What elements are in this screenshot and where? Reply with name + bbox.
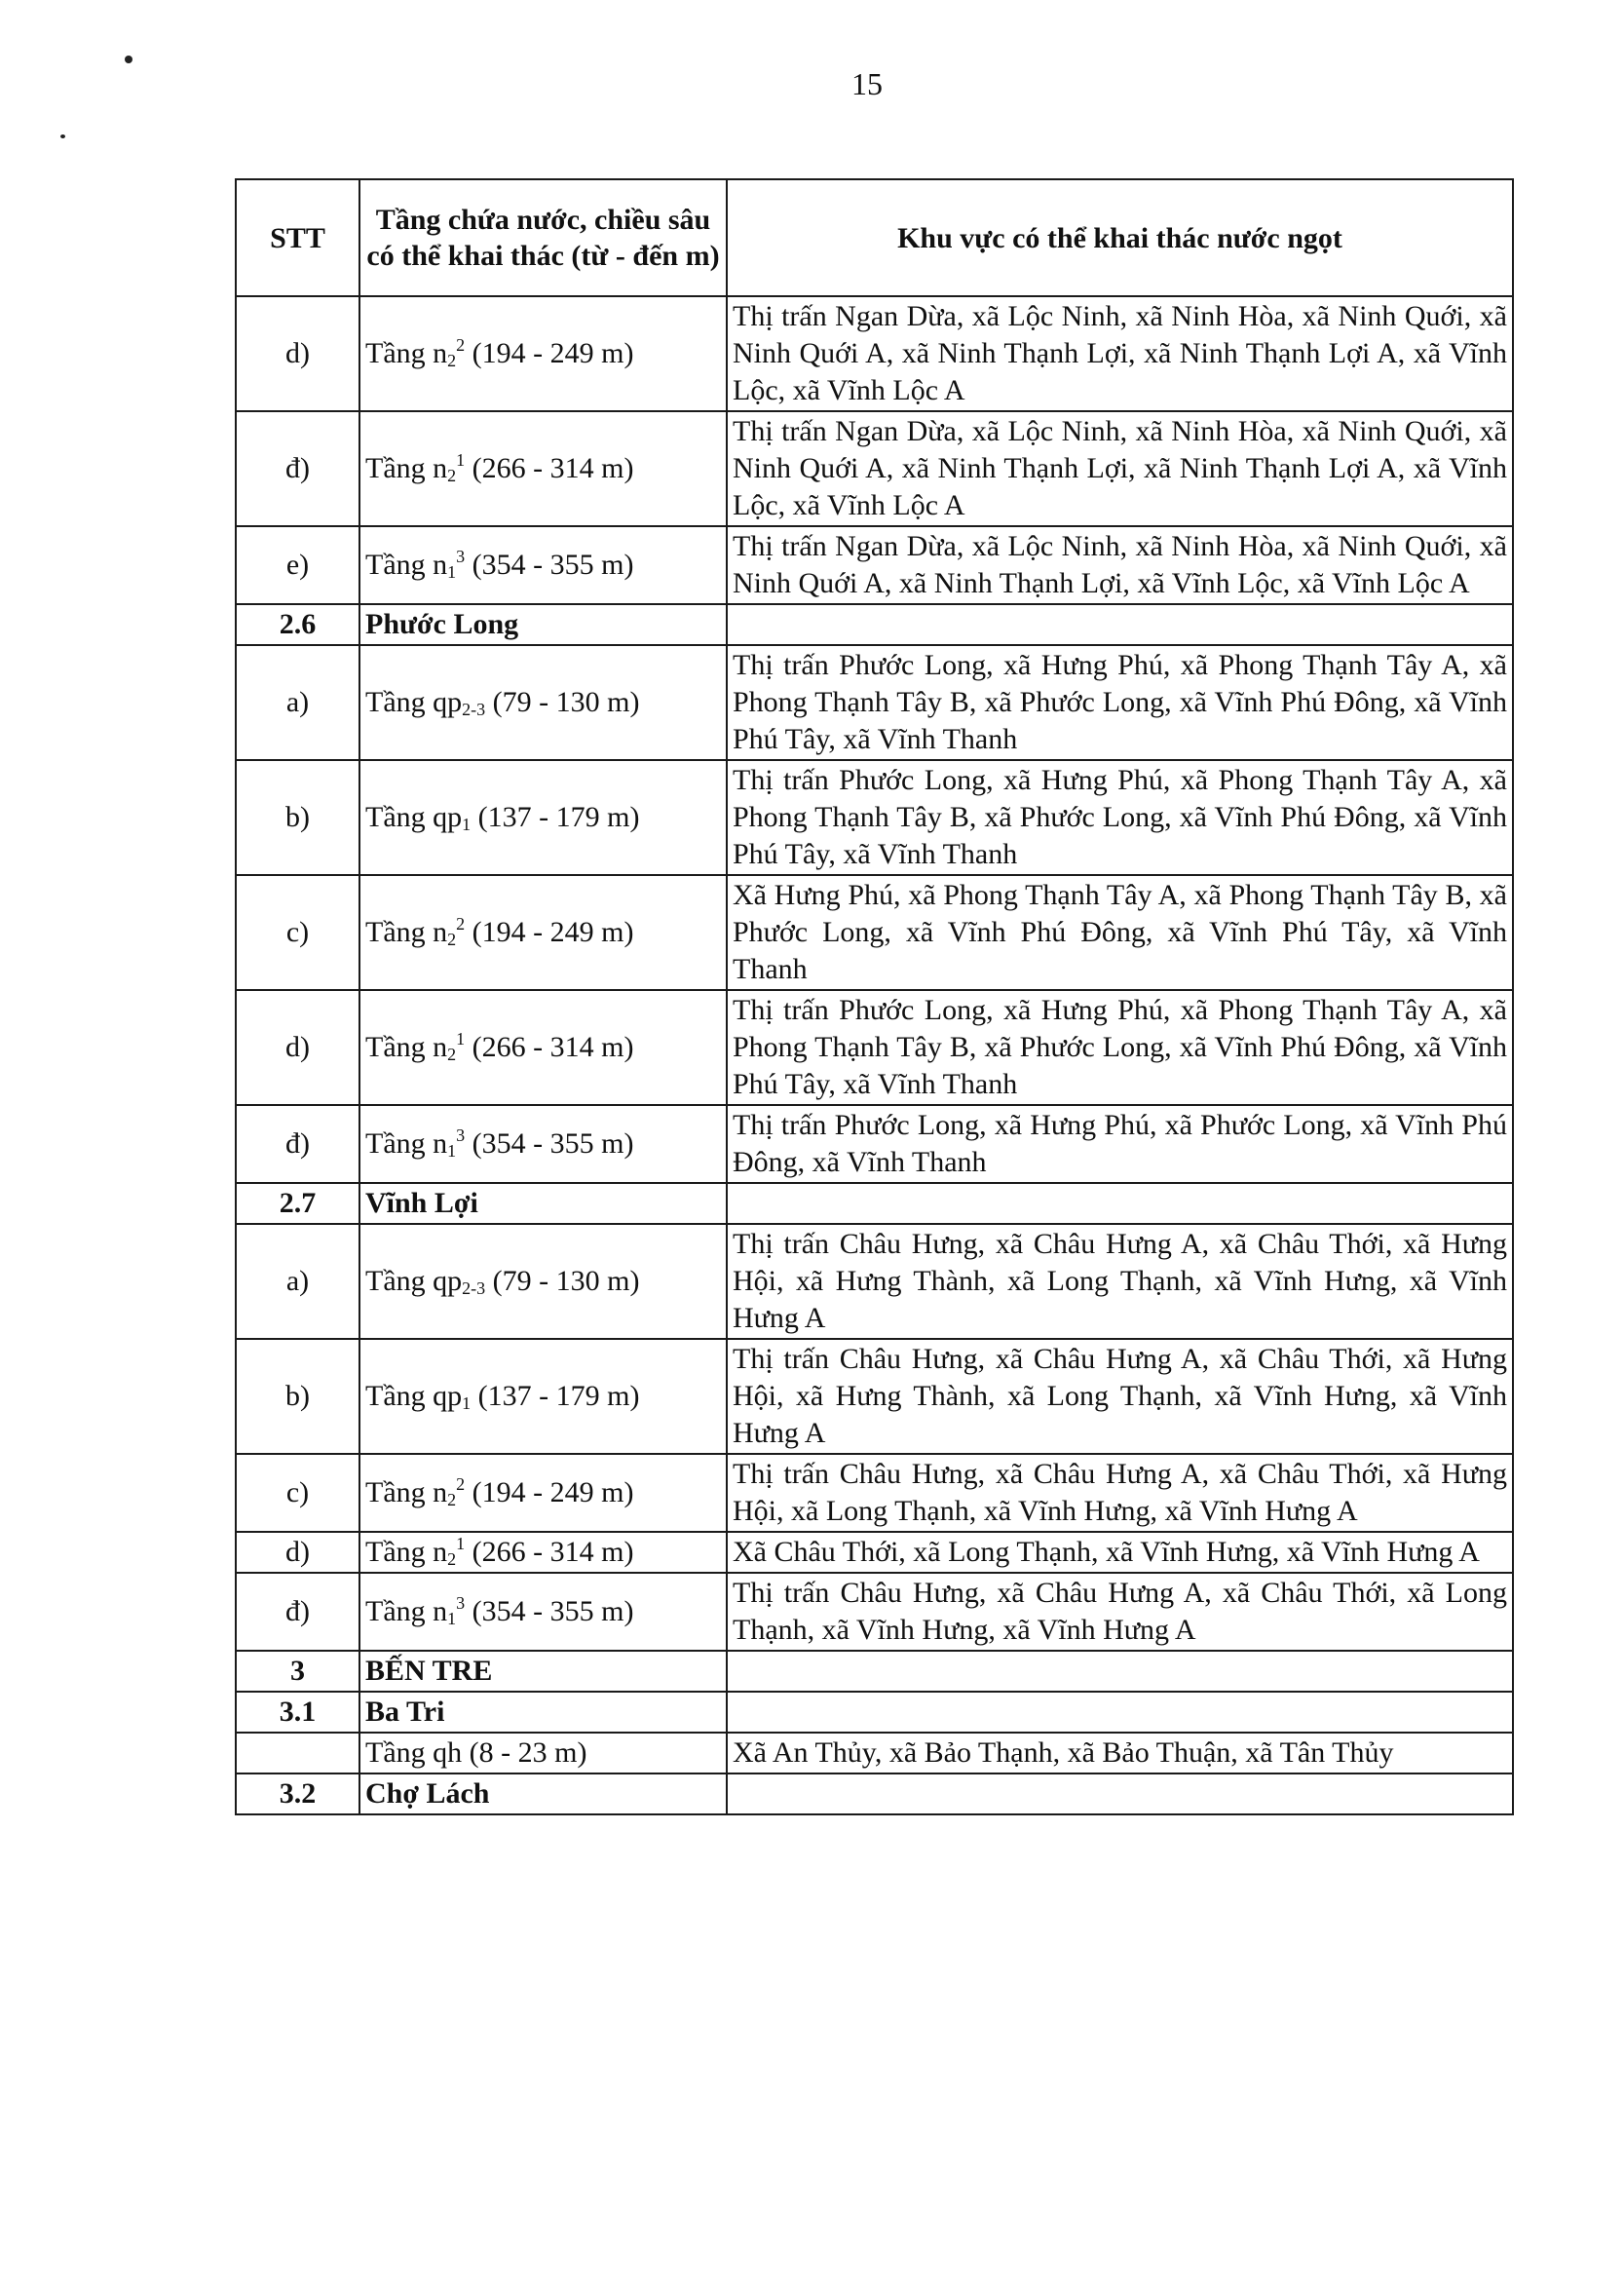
layer-sup: 3 <box>456 1593 466 1613</box>
row-aquifer-layer <box>359 1733 727 1773</box>
layer-post: (137 - 179 m) <box>471 1380 640 1412</box>
layer-pre: Tầng n <box>365 1031 448 1063</box>
row-aquifer-layer <box>359 296 727 411</box>
row-extraction-area: Thị trấn Châu Hưng, xã Châu Hưng A, xã Châu Thới, xã Long Thạnh, xã Vĩnh Hưng, xã Vĩnh Hưng A <box>727 1573 1513 1651</box>
table-header-row <box>236 179 1513 296</box>
layer-pre: Phước Long <box>365 608 519 640</box>
row-stt: a) <box>236 1224 359 1339</box>
row-extraction-area <box>727 1183 1513 1224</box>
layer-sup: 2 <box>456 335 466 355</box>
table-group-row <box>236 604 1513 645</box>
row-stt: e) <box>236 526 359 604</box>
row-stt: 2.6 <box>236 604 359 645</box>
row-stt: đ) <box>236 411 359 526</box>
row-region-name <box>359 1651 727 1692</box>
layer-post: (266 - 314 m) <box>465 452 634 484</box>
row-stt: 2.7 <box>236 1183 359 1224</box>
layer-sup: 2 <box>456 914 466 934</box>
layer-sup: 1 <box>456 450 466 470</box>
layer-post: (194 - 249 m) <box>465 1476 634 1508</box>
layer-sup: 1 <box>456 1029 466 1049</box>
row-aquifer-layer <box>359 1105 727 1183</box>
layer-sub: 2 <box>447 930 457 949</box>
layer-sub: 1 <box>447 1609 457 1628</box>
layer-sub: 1 <box>447 1141 457 1161</box>
row-extraction-area <box>727 1651 1513 1692</box>
layer-sub: 2 <box>447 466 457 485</box>
row-stt: d) <box>236 296 359 411</box>
row-extraction-area: Thị trấn Ngan Dừa, xã Lộc Ninh, xã Ninh Hòa, xã Ninh Quới, xã Ninh Quới A, xã Ninh Thạnh Lợi, xã Ninh Thạnh Lợi A, xã Vĩnh Lộc, xã Vĩnh Lộc A <box>727 296 1513 411</box>
row-aquifer-layer <box>359 875 727 990</box>
layer-sub: 2 <box>447 1490 457 1509</box>
row-stt: a) <box>236 645 359 760</box>
row-stt: 3.1 <box>236 1692 359 1733</box>
row-extraction-area: Thị trấn Ngan Dừa, xã Lộc Ninh, xã Ninh Hòa, xã Ninh Quới, xã Ninh Quới A, xã Ninh Thạnh Lợi, xã Vĩnh Lộc, xã Vĩnh Lộc A <box>727 526 1513 604</box>
row-stt: đ) <box>236 1573 359 1651</box>
row-aquifer-layer <box>359 645 727 760</box>
table-row <box>236 1105 1513 1183</box>
layer-pre: Tầng qp <box>365 1380 463 1412</box>
row-aquifer-layer <box>359 760 727 875</box>
layer-post: (194 - 249 m) <box>465 916 634 948</box>
table-row <box>236 1532 1513 1573</box>
page-number: 15 <box>851 66 883 101</box>
layer-sup: 3 <box>456 1125 466 1145</box>
table-row <box>236 760 1513 875</box>
layer-post: (266 - 314 m) <box>465 1031 634 1063</box>
layer-pre: Tầng n <box>365 1127 448 1160</box>
table-row <box>236 526 1513 604</box>
layer-pre: Tầng qp <box>365 686 463 718</box>
row-aquifer-layer <box>359 411 727 526</box>
row-extraction-area: Thị trấn Phước Long, xã Hưng Phú, xã Phước Long, xã Vĩnh Phú Đông, xã Vĩnh Thanh <box>727 1105 1513 1183</box>
layer-post: (137 - 179 m) <box>471 801 640 833</box>
table-row <box>236 1339 1513 1454</box>
row-stt: d) <box>236 1532 359 1573</box>
row-extraction-area: Xã Hưng Phú, xã Phong Thạnh Tây A, xã Phong Thạnh Tây B, xã Phước Long, xã Vĩnh Phú Đông, xã Vĩnh Phú Tây, xã Vĩnh Thanh <box>727 875 1513 990</box>
table-row <box>236 1733 1513 1773</box>
layer-pre: Tầng qh (8 - 23 m) <box>365 1736 587 1769</box>
row-aquifer-layer <box>359 1573 727 1651</box>
table-row <box>236 990 1513 1105</box>
layer-sub: 1 <box>462 815 472 834</box>
row-extraction-area: Xã Châu Thới, xã Long Thạnh, xã Vĩnh Hưng, xã Vĩnh Hưng A <box>727 1532 1513 1573</box>
layer-sub: 2-3 <box>462 1278 486 1298</box>
row-stt: 3 <box>236 1651 359 1692</box>
layer-pre: Tầng n <box>365 1595 448 1627</box>
layer-sup: 3 <box>456 547 466 566</box>
row-stt: đ) <box>236 1105 359 1183</box>
row-region-name <box>359 1692 727 1733</box>
row-stt: c) <box>236 1454 359 1532</box>
row-extraction-area: Thị trấn Châu Hưng, xã Châu Hưng A, xã Châu Thới, xã Hưng Hội, xã Hưng Thành, xã Long Thạnh, xã Vĩnh Hưng, xã Vĩnh Hưng A <box>727 1339 1513 1454</box>
table-row <box>236 1454 1513 1532</box>
layer-pre: Tầng n <box>365 337 448 369</box>
layer-pre: Chợ Lách <box>365 1777 490 1810</box>
row-extraction-area: Thị trấn Ngan Dừa, xã Lộc Ninh, xã Ninh Hòa, xã Ninh Quới, xã Ninh Quới A, xã Ninh Thạnh Lợi, xã Ninh Thạnh Lợi A, xã Vĩnh Lộc, xã Vĩnh Lộc A <box>727 411 1513 526</box>
row-extraction-area: Thị trấn Châu Hưng, xã Châu Hưng A, xã Châu Thới, xã Hưng Hội, xã Hưng Thành, xã Long Thạnh, xã Vĩnh Hưng, xã Vĩnh Hưng A <box>727 1224 1513 1339</box>
header-stt: STT <box>236 179 359 296</box>
row-extraction-area <box>727 1692 1513 1733</box>
row-stt: b) <box>236 1339 359 1454</box>
row-extraction-area: Xã An Thủy, xã Bảo Thạnh, xã Bảo Thuận, xã Tân Thủy <box>727 1733 1513 1773</box>
layer-pre: Tầng n <box>365 1476 448 1508</box>
layer-sub: 2 <box>447 1549 457 1569</box>
layer-pre: BẾN TRE <box>365 1655 493 1687</box>
layer-post: (354 - 355 m) <box>465 1595 634 1627</box>
header-area: Khu vực có thể khai thác nước ngọt <box>727 179 1513 296</box>
row-extraction-area <box>727 1773 1513 1814</box>
layer-post: (354 - 355 m) <box>465 549 634 581</box>
row-aquifer-layer <box>359 1532 727 1573</box>
row-region-name <box>359 604 727 645</box>
row-aquifer-layer <box>359 1224 727 1339</box>
layer-pre: Tầng n <box>365 549 448 581</box>
row-stt: 3.2 <box>236 1773 359 1814</box>
layer-post: (354 - 355 m) <box>465 1127 634 1160</box>
row-aquifer-layer <box>359 526 727 604</box>
row-extraction-area <box>727 604 1513 645</box>
table-row <box>236 296 1513 411</box>
table-row <box>236 1573 1513 1651</box>
layer-sub: 1 <box>462 1393 472 1413</box>
layer-pre: Tầng n <box>365 1536 448 1568</box>
row-stt <box>236 1733 359 1773</box>
table-group-row <box>236 1183 1513 1224</box>
layer-pre: Ba Tri <box>365 1696 445 1728</box>
row-extraction-area: Thị trấn Phước Long, xã Hưng Phú, xã Phong Thạnh Tây A, xã Phong Thạnh Tây B, xã Phước Long, xã Vĩnh Phú Đông, xã Vĩnh Phú Tây, xã Vĩnh Thanh <box>727 645 1513 760</box>
layer-sub: 2 <box>447 351 457 370</box>
scan-speck <box>125 56 132 63</box>
layer-post: (79 - 130 m) <box>485 686 640 718</box>
table-row <box>236 1224 1513 1339</box>
layer-pre: Tầng n <box>365 916 448 948</box>
table-group-row <box>236 1773 1513 1814</box>
layer-pre: Tầng qp <box>365 1265 463 1297</box>
layer-pre: Tầng qp <box>365 801 463 833</box>
row-extraction-area: Thị trấn Phước Long, xã Hưng Phú, xã Phong Thạnh Tây A, xã Phong Thạnh Tây B, xã Phước Long, xã Vĩnh Phú Đông, xã Vĩnh Phú Tây, xã Vĩnh Thanh <box>727 990 1513 1105</box>
table-row <box>236 645 1513 760</box>
table-group-row <box>236 1692 1513 1733</box>
table-row <box>236 875 1513 990</box>
row-aquifer-layer <box>359 1454 727 1532</box>
row-stt: b) <box>236 760 359 875</box>
layer-post: (194 - 249 m) <box>465 337 634 369</box>
aquifer-table <box>235 178 1514 1815</box>
layer-post: (266 - 314 m) <box>465 1536 634 1568</box>
scan-speck <box>60 134 65 138</box>
layer-sub: 2-3 <box>462 700 486 719</box>
layer-sup: 1 <box>456 1534 466 1553</box>
layer-sub: 2 <box>447 1045 457 1064</box>
row-aquifer-layer <box>359 1339 727 1454</box>
row-region-name <box>359 1183 727 1224</box>
layer-pre: Vĩnh Lợi <box>365 1187 478 1219</box>
layer-post: (79 - 130 m) <box>485 1265 640 1297</box>
layer-pre: Tầng n <box>365 452 448 484</box>
header-layer: Tầng chứa nước, chiều sâu có thể khai thác (từ - đến m) <box>359 179 727 296</box>
row-aquifer-layer <box>359 990 727 1105</box>
row-stt: d) <box>236 990 359 1105</box>
row-extraction-area: Thị trấn Phước Long, xã Hưng Phú, xã Phong Thạnh Tây A, xã Phong Thạnh Tây B, xã Phước Long, xã Vĩnh Phú Đông, xã Vĩnh Phú Tây, xã Vĩnh Thanh <box>727 760 1513 875</box>
layer-sub: 1 <box>447 562 457 582</box>
table-body <box>236 296 1513 1814</box>
row-stt: c) <box>236 875 359 990</box>
layer-sup: 2 <box>456 1474 466 1494</box>
row-extraction-area: Thị trấn Châu Hưng, xã Châu Hưng A, xã Châu Thới, xã Hưng Hội, xã Long Thạnh, xã Vĩnh Hưng, xã Vĩnh Hưng A <box>727 1454 1513 1532</box>
table-row <box>236 411 1513 526</box>
table-group-row <box>236 1651 1513 1692</box>
row-region-name <box>359 1773 727 1814</box>
